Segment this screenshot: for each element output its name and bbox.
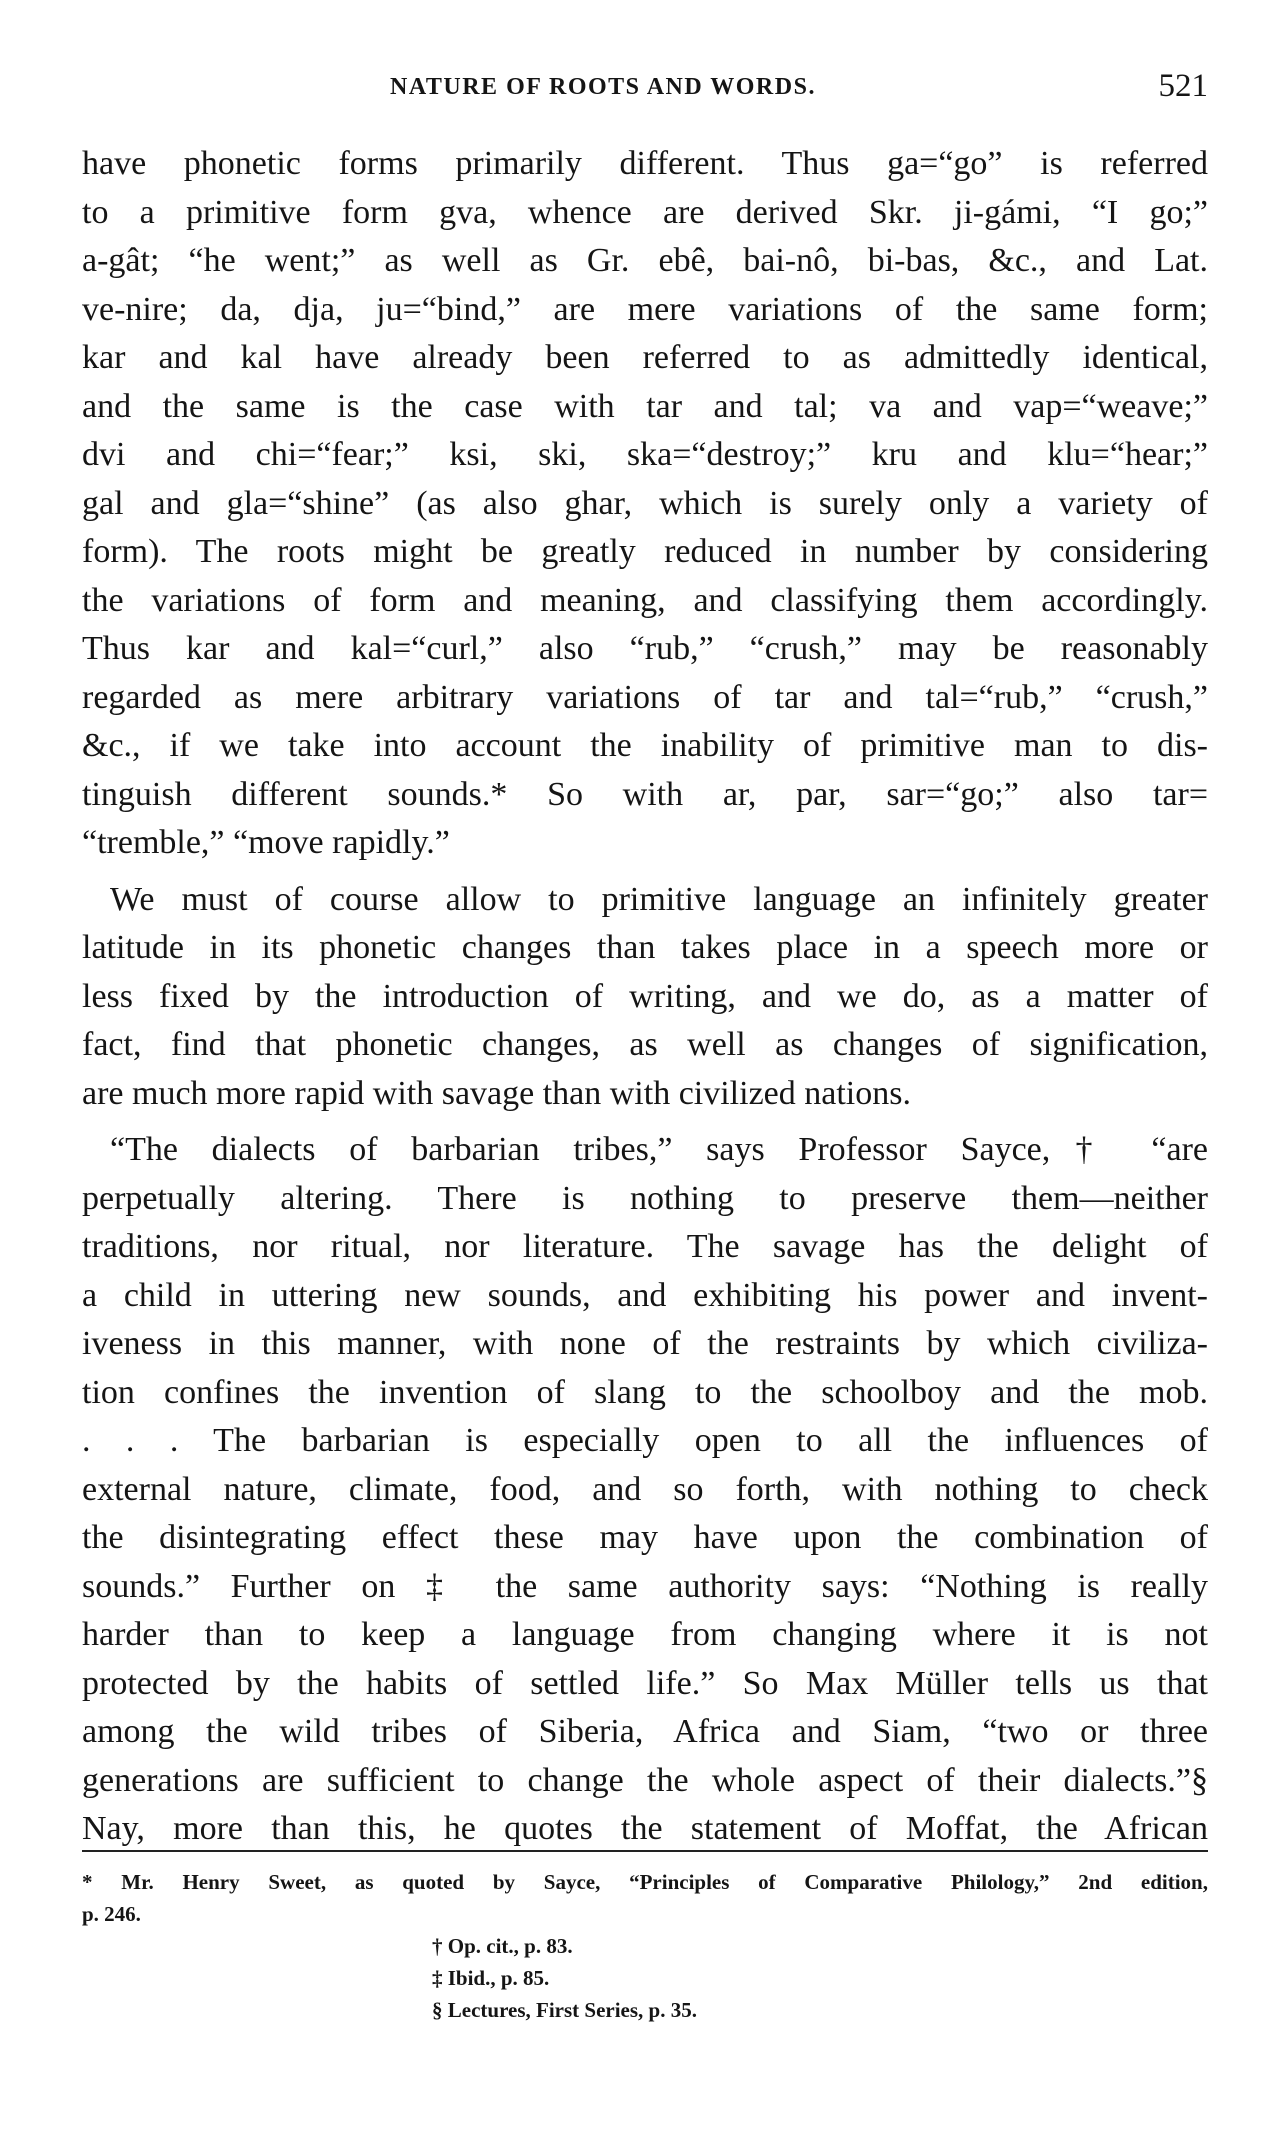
- text-line: . . . The barbarian is especially open to all the influences of: [82, 1422, 1208, 1459]
- text-line: harder than to keep a language from changing where it is not: [82, 1616, 1208, 1653]
- text-line: are much more rapid with savage than with civilized nations.: [82, 1074, 911, 1112]
- paragraph-gap: [82, 868, 1208, 876]
- footnotes: [82, 1866, 1208, 2026]
- text-line: We must of course allow to primitive language an infinitely greater: [110, 880, 1208, 918]
- text-line: tinguish different sounds.* So with ar, par, sar=“go;” also tar=: [82, 775, 1208, 813]
- text-line: latitude in its phonetic changes than takes place in a speech more or: [82, 929, 1208, 966]
- text-line: ve-nire; da, dja, ju=“bind,” are mere variations of the same form;: [82, 290, 1208, 328]
- running-head: [80, 68, 1208, 108]
- text-line: gal and gla=“shine” (as also ghar, which is surely only a variety of: [82, 484, 1208, 522]
- text-line: generations are sufficient to change the whole aspect of their dialects.”§: [82, 1761, 1208, 1799]
- body-text: [82, 140, 1208, 1854]
- footnote-3: ‡ Ibid., p. 85.: [432, 1966, 550, 1990]
- text-line: form). The roots might be greatly reduced in number by considering: [82, 533, 1208, 570]
- footnote-2: † Op. cit., p. 83.: [432, 1934, 573, 1958]
- text-line: sounds.” Further on ‡ the same authority says: “Nothing is really: [82, 1567, 1208, 1605]
- running-title: NATURE OF ROOTS AND WORDS.: [390, 74, 816, 100]
- text-line: traditions, nor ritual, nor literature. The savage has the delight of: [82, 1228, 1208, 1265]
- text-line: the disintegrating effect these may have upon the combination of: [82, 1519, 1208, 1556]
- text-line: a-gât; “he went;” as well as Gr. ebê, bai-nô, bi-bas, &c., and Lat.: [82, 242, 1208, 279]
- footnote-4: § Lectures, First Series, p. 35.: [432, 1998, 697, 2022]
- text-line: “The dialects of barbarian tribes,” says Professor Sayce,† “are: [110, 1131, 1208, 1168]
- text-line: dvi and chi=“fear;” ksi, ski, ska=“destroy;” kru and klu=“hear;”: [82, 436, 1208, 473]
- text-line: have phonetic forms primarily different. Thus ga=“go” is referred: [82, 145, 1208, 182]
- text-line: to a primitive form gva, whence are derived Skr. ji-gámi, “I go;”: [82, 193, 1208, 231]
- page-number: 521: [1158, 68, 1208, 104]
- text-line: kar and kal have already been referred to as admittedly identical,: [82, 339, 1208, 376]
- paragraph-gap: [82, 1118, 1208, 1126]
- text-line: &c., if we take into account the inability of primitive man to dis-: [82, 727, 1208, 764]
- text-line: among the wild tribes of Siberia, Africa and Siam, “two or three: [82, 1713, 1208, 1750]
- text-line: Thus kar and kal=“curl,” also “rub,” “crush,” may be reasonably: [82, 630, 1208, 667]
- text-line: a child in uttering new sounds, and exhibiting his power and invent-: [82, 1276, 1208, 1314]
- text-line: external nature, climate, food, and so forth, with nothing to check: [82, 1470, 1208, 1508]
- footnote-1-continuation: p. 246.: [82, 1902, 141, 1926]
- text-line: less fixed by the introduction of writing, and we do, as a matter of: [82, 977, 1208, 1015]
- text-line: iveness in this manner, with none of the restraints by which civiliza-: [82, 1325, 1208, 1362]
- footnote-1: * Mr. Henry Sweet, as quoted by Sayce, “Principles of Comparative Philology,” 2nd edition,: [82, 1870, 1208, 1894]
- text-line: fact, find that phonetic changes, as well as changes of signification,: [82, 1026, 1208, 1063]
- text-line: and the same is the case with tar and tal; va and vap=“weave;”: [82, 387, 1208, 425]
- text-line: the variations of form and meaning, and classifying them accordingly.: [82, 581, 1208, 619]
- text-line: Nay, more than this, he quotes the statement of Moffat, the African: [82, 1810, 1208, 1847]
- text-line: perpetually altering. There is nothing to preserve them—neither: [82, 1179, 1208, 1217]
- text-line: protected by the habits of settled life.” So Max Müller tells us that: [82, 1664, 1208, 1702]
- footnote-divider: [82, 1850, 1208, 1852]
- text-line: regarded as mere arbitrary variations of tar and tal=“rub,” “crush,”: [82, 678, 1208, 716]
- text-line: “tremble,” “move rapidly.”: [82, 824, 450, 861]
- text-line: tion confines the invention of slang to the schoolboy and the mob.: [82, 1373, 1208, 1411]
